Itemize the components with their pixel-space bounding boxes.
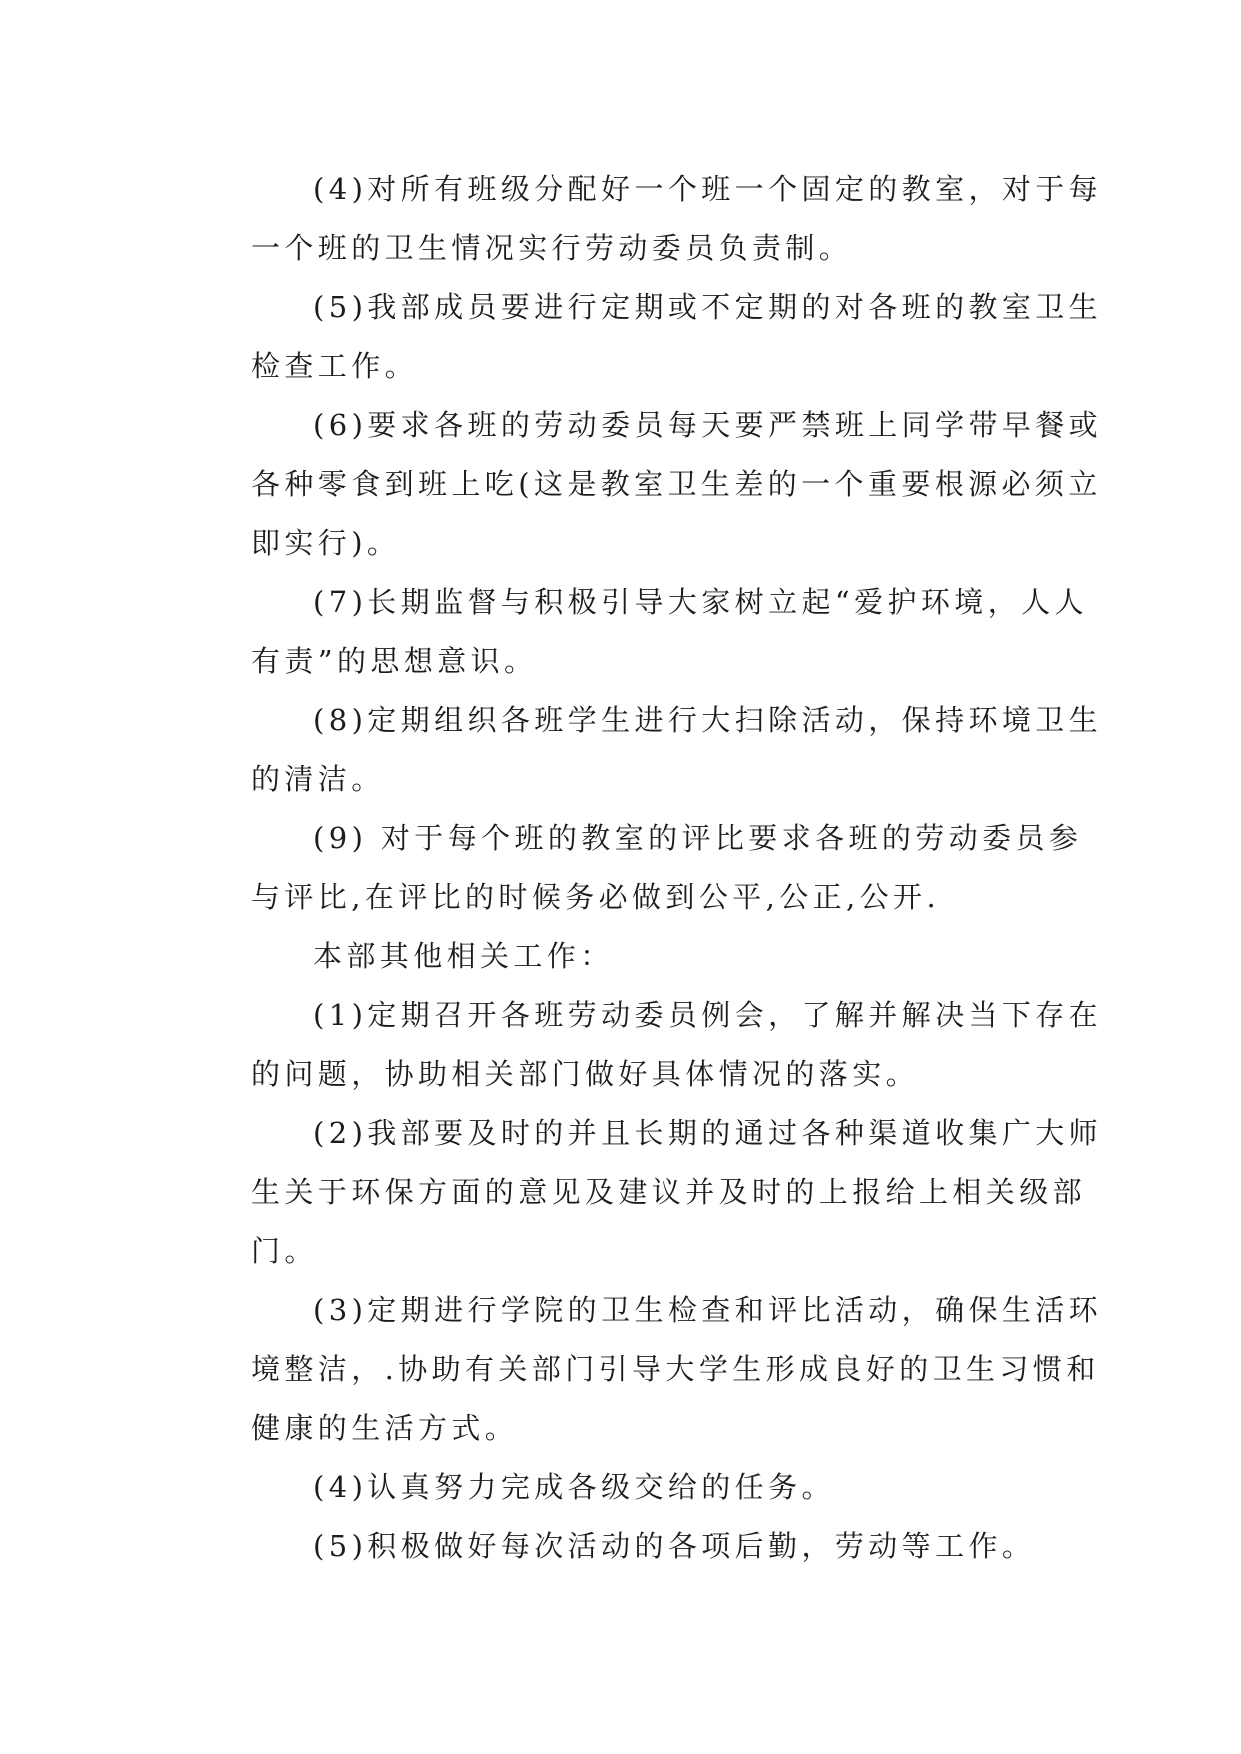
text-line: 的问题，协助相关部门做好具体情况的落实。 [251, 1057, 920, 1091]
text-line: (6)要求各班的劳动委员每天要严禁班上同学带早餐或 [313, 408, 1103, 442]
section-heading-other-work [191, 927, 1067, 986]
paragraph-item-6-no-food [191, 396, 1103, 573]
paragraph-item-5-inspection [191, 278, 1103, 396]
paragraph-item-4-classroom-assignment [191, 160, 1103, 278]
paragraph-other-4-tasks [191, 1458, 1067, 1517]
paragraph-item-9-evaluation [191, 809, 1083, 927]
text-line: 各种零食到班上吃(这是教室卫生差的一个重要根源必须立 [251, 467, 1102, 501]
text-line: (2)我部要及时的并且长期的通过各种渠道收集广大师 [313, 1116, 1103, 1150]
text-line: 境整洁，.协助有关部门引导大学生形成良好的卫生习惯和 [251, 1352, 1100, 1386]
text-line: (7)长期监督与积极引导大家树立起“爱护环境，人人 [313, 585, 1088, 619]
text-line: 门。 [251, 1234, 318, 1268]
paragraph-other-2-feedback [191, 1104, 1103, 1281]
text-line: (8)定期组织各班学生进行大扫除活动，保持环境卫生 [313, 703, 1103, 737]
paragraph-other-5-logistics [191, 1517, 1067, 1576]
text-line: (5)我部成员要进行定期或不定期的对各班的教室卫生 [313, 290, 1103, 324]
text-line: 检查工作。 [251, 349, 419, 383]
text-line: 即实行)。 [251, 526, 401, 560]
paragraph-item-7-awareness [191, 573, 1088, 691]
text-line: (4)对所有班级分配好一个班一个固定的教室，对于每 [313, 172, 1103, 206]
text-line: 与评比,在评比的时候务必做到公平,公正,公开. [251, 880, 941, 914]
paragraph-other-3-hygiene-check [191, 1281, 1103, 1458]
text-line: 健康的生活方式。 [251, 1411, 519, 1445]
text-line: 的清洁。 [251, 762, 385, 796]
paragraph-item-8-cleaning [191, 691, 1103, 809]
text-line: 一个班的卫生情况实行劳动委员负责制。 [251, 231, 853, 265]
text-line: (5)积极做好每次活动的各项后勤，劳动等工作。 [313, 1529, 1036, 1563]
text-line: 有责”的思想意识。 [251, 644, 538, 678]
text-line: (1)定期召开各班劳动委员例会，了解并解决当下存在 [313, 998, 1103, 1032]
text-line: 本部其他相关工作： [313, 939, 614, 973]
paragraph-other-1-meetings [191, 986, 1103, 1104]
text-line: 生关于环保方面的意见及建议并及时的上报给上相关级部 [251, 1175, 1087, 1209]
text-line: (9) 对于每个班的教室的评比要求各班的劳动委员参 [313, 821, 1083, 855]
text-line: (3)定期进行学院的卫生检查和评比活动，确保生活环 [313, 1293, 1103, 1327]
text-line: (4)认真努力完成各级交给的任务。 [313, 1470, 835, 1504]
document-body [191, 160, 1103, 1576]
